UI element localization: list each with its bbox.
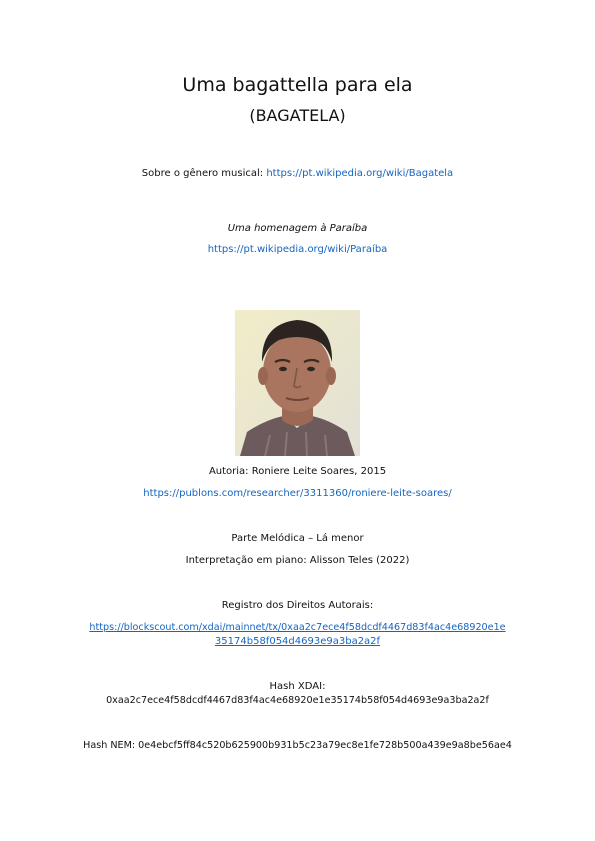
- genre-line: [0, 167, 595, 181]
- registry-label: Registro dos Direitos Autorais:: [221, 600, 374, 611]
- piano-interpretation: Interpretação em piano: Alisson Teles (2022): [185, 555, 410, 566]
- document-subtitle: (BAGATELA): [249, 106, 346, 125]
- hash-xdai-label: Hash XDAI:: [269, 681, 326, 692]
- author-line: [0, 487, 595, 501]
- homage-link[interactable]: https://pt.wikipedia.org/wiki/Paraíba: [207, 244, 388, 255]
- registry-link[interactable]: https://blockscout.com/xdai/mainnet/tx/0xaa2c7ece4f58dcdf4467d83f4ac4e68920e1e: [89, 622, 506, 633]
- registry-link-continued[interactable]: 35174b58f054d4693e9a3ba2a2f: [214, 636, 381, 647]
- registry-link-line1: [0, 621, 595, 635]
- homage-line: [0, 243, 595, 257]
- author-link[interactable]: https://publons.com/researcher/3311360/roniere-leite-soares/: [143, 488, 452, 499]
- hash-xdai-value: 0xaa2c7ece4f58dcdf4467d83f4ac4e68920e1e35174b58f054d4693e9a3ba2a2f: [106, 695, 489, 706]
- genre-link[interactable]: https://pt.wikipedia.org/wiki/Bagatela: [266, 168, 454, 179]
- genre-label: Sobre o gênero musical:: [141, 168, 267, 179]
- hash-nem: Hash NEM: 0e4ebcf5ff84c520b625900b931b5c23a79ec8e1fe728b500a439e9a8be56ae4: [83, 740, 512, 751]
- author-text: Autoria: Roniere Leite Soares, 2015: [208, 466, 387, 477]
- homage-text: Uma homenagem à Paraíba: [227, 223, 368, 234]
- document-title: Uma bagattella para ela: [182, 74, 413, 96]
- registry-link-line2: [0, 635, 595, 649]
- melodic-part: Parte Melódica – Lá menor: [231, 533, 364, 544]
- author-photo: [235, 310, 360, 456]
